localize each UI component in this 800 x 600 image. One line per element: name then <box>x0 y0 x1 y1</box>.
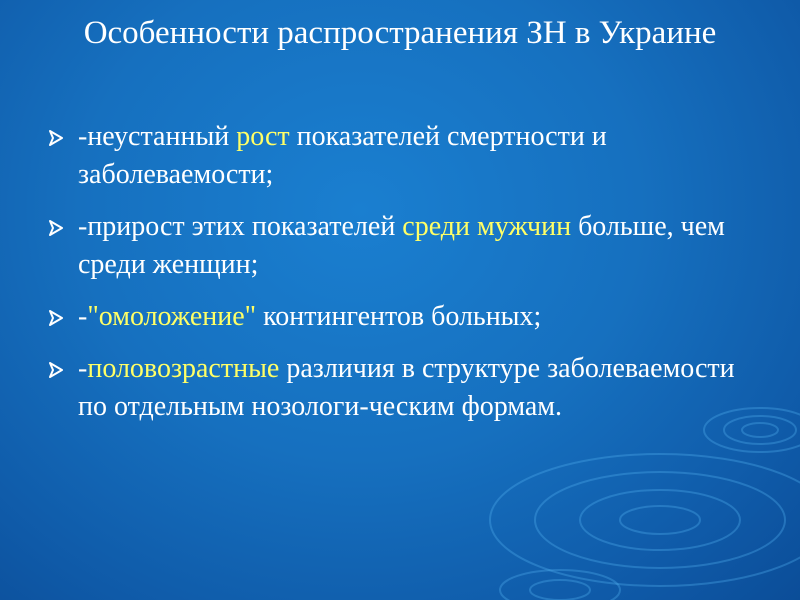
bullet-list <box>48 118 768 440</box>
bullet-text <box>78 121 607 190</box>
bullet-text-post: больше, чем среди женщин; <box>78 211 725 280</box>
bullet-text <box>78 301 541 332</box>
bullet-text-pre: - <box>78 353 88 384</box>
bullet-text-post: контингентов больных; <box>256 301 542 332</box>
bullet-text-highlight: рост <box>236 121 290 152</box>
bullet-text-pre: -неустанный <box>78 121 237 152</box>
arrow-bullet-icon <box>48 220 64 236</box>
bullet-item <box>48 208 768 284</box>
bullet-text-post: показателей смертности и заболеваемости; <box>78 121 607 190</box>
bullet-item <box>48 298 768 336</box>
bullet-text-highlight: "омоложение" <box>87 301 257 332</box>
bullet-item <box>48 118 768 194</box>
bullet-item <box>48 350 768 426</box>
bullet-text-post: различия в структуре заболеваемости по отдельным нозологи-ческим формам. <box>78 353 735 422</box>
bullet-text-pre: -прирост этих показателей <box>78 211 403 242</box>
bullet-text <box>78 353 735 422</box>
bullet-text-highlight: половозрастные <box>87 353 280 384</box>
bullet-text-highlight: среди мужчин <box>402 211 572 242</box>
bullet-text-pre: - <box>78 301 88 332</box>
bullet-text <box>78 211 725 280</box>
arrow-bullet-icon <box>48 310 64 326</box>
arrow-bullet-icon <box>48 362 64 378</box>
slide-title: Особенности распространения ЗН в Украине <box>83 15 717 51</box>
arrow-bullet-icon <box>48 130 64 146</box>
